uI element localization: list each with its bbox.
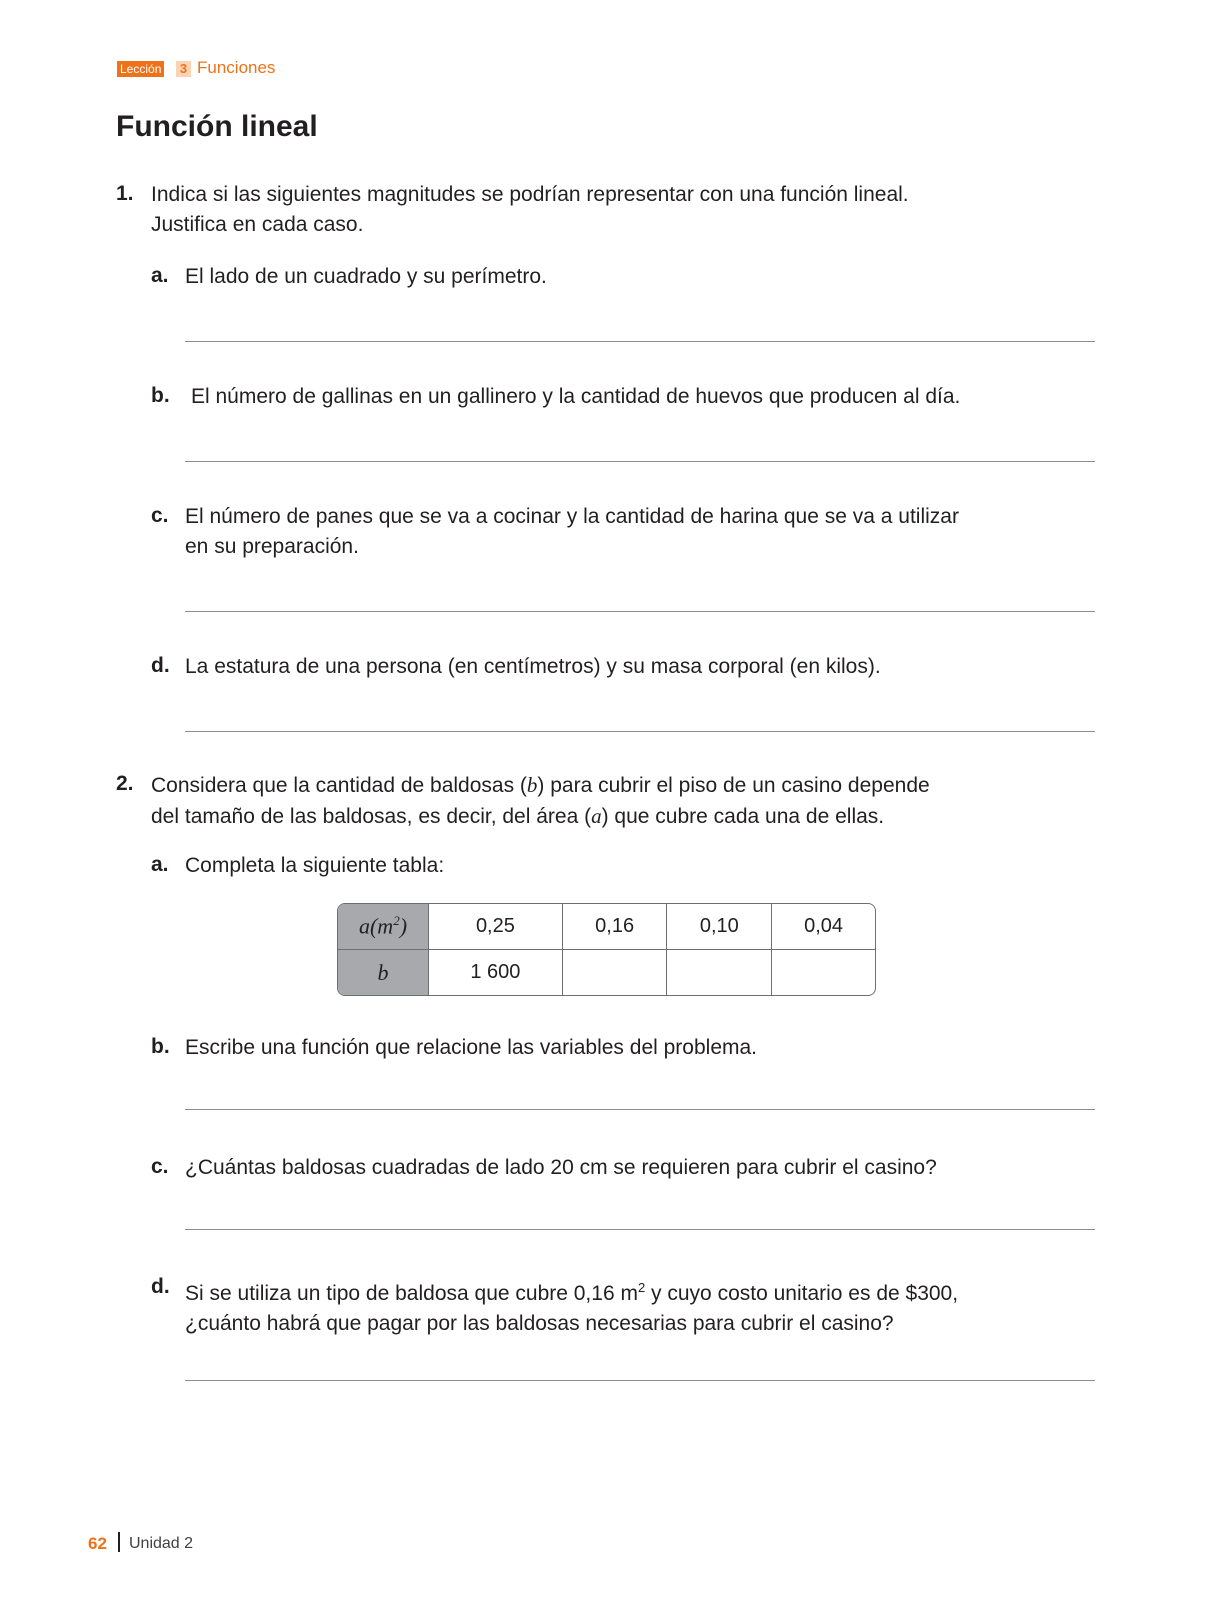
unit-label: Unidad 2 (129, 1535, 194, 1552)
q2-item-b-text: Escribe una función que relacione las variables del problema. (185, 1036, 758, 1059)
squared-sup: 2 (637, 1280, 646, 1295)
q1-item-d-letter: d. (151, 654, 170, 677)
q2-item-b-letter: b. (151, 1035, 170, 1058)
q1-item-a-letter: a. (151, 264, 169, 287)
table-cell: 0,04 (772, 904, 875, 950)
table-cell: 0,10 (667, 904, 772, 950)
question-1-line-1: Indica si las siguientes magnitudes se podrían representar con una función lineal. (151, 183, 909, 206)
q1-item-b-letter: b. (151, 384, 170, 407)
question-2-text (151, 770, 1011, 832)
q2-item-a-text: Completa la siguiente tabla: (185, 854, 445, 877)
table-head-tiles: b (338, 950, 429, 996)
q1-item-c-letter: c. (151, 504, 169, 527)
table-cell-blank[interactable] (562, 950, 667, 996)
q1-item-a-answer-line[interactable] (185, 341, 1095, 342)
q1-item-d-answer-line[interactable] (185, 731, 1095, 732)
area-head-close: ) (399, 913, 408, 939)
table-row-tiles (338, 950, 875, 996)
q1-item-c-text (185, 502, 1045, 562)
question-2-line-2-end: ) que cubre cada una de ellas. (601, 805, 885, 828)
q2-item-c-answer-line[interactable] (185, 1229, 1095, 1230)
question-1-number: 1. (116, 182, 134, 205)
q2-item-d-letter: d. (151, 1275, 170, 1298)
area-head-label: a(m (358, 913, 394, 939)
variable-b: b (526, 773, 538, 797)
table-cell-blank[interactable] (667, 950, 772, 996)
q1-item-c-answer-line[interactable] (185, 611, 1095, 612)
question-1-text (151, 180, 1011, 240)
lesson-topic: Funciones (197, 58, 276, 77)
q2-item-d-answer-line[interactable] (185, 1380, 1095, 1381)
q2-item-b-answer-line[interactable] (185, 1109, 1095, 1110)
table-cell-blank[interactable] (772, 950, 875, 996)
q1-item-c-line-2: en su preparación. (185, 535, 359, 558)
q1-item-d-text: La estatura de una persona (en centímetros) y su masa corporal (en kilos). (185, 655, 881, 678)
q2-item-d-line-1-end: y cuyo costo unitario es de $300, (645, 1282, 959, 1305)
area-head-sup: 2 (393, 913, 400, 929)
footer-divider (118, 1532, 120, 1552)
q2-item-d-line-1-start: Si se utiliza un tipo de baldosa que cubre 0,16 m (185, 1282, 638, 1305)
q1-item-a-text: El lado de un cuadrado y su perímetro. (185, 265, 547, 288)
question-2-number: 2. (116, 772, 134, 795)
table-row-area (338, 904, 875, 950)
q2-item-d-line-1 (185, 1273, 1045, 1309)
q1-item-c-line-1: El número de panes que se va a cocinar y la cantidad de harina que se va a utilizar (185, 505, 959, 528)
q1-item-b-text: El número de gallinas en un gallinero y la cantidad de huevos que producen al día. (191, 385, 961, 408)
lesson-tag: Lección (117, 61, 164, 77)
table-head-area (338, 904, 429, 950)
question-2-line-1 (151, 770, 1011, 801)
q2-item-d-line-2: ¿cuánto habrá que pagar por las baldosas necesarias para cubrir el casino? (185, 1312, 894, 1335)
q2-item-c-letter: c. (151, 1155, 169, 1178)
table-cell: 0,25 (429, 904, 563, 950)
question-1-line-2: Justifica en cada caso. (151, 213, 364, 236)
question-2-line-2-start: del tamaño de las baldosas, es decir, del área ( (151, 805, 592, 828)
q2-item-c-text: ¿Cuántas baldosas cuadradas de lado 20 cm se requieren para cubrir el casino? (185, 1156, 937, 1179)
page-number: 62 (88, 1534, 107, 1553)
q1-item-b-answer-line[interactable] (185, 461, 1095, 462)
question-2-line-1-start: Considera que la cantidad de baldosas ( (151, 774, 527, 797)
question-2-line-1-end: ) para cubrir el piso de un casino depende (537, 774, 930, 797)
table-cell: 0,16 (562, 904, 667, 950)
page-title: Función lineal (116, 110, 318, 143)
q2-item-a-letter: a. (151, 853, 169, 876)
table-cell: 1 600 (429, 950, 563, 996)
lesson-number: 3 (176, 61, 191, 77)
question-2-line-2 (151, 801, 1011, 832)
q2-item-d-text (185, 1273, 1045, 1339)
tiles-table (337, 903, 876, 996)
variable-a: a (591, 804, 602, 828)
